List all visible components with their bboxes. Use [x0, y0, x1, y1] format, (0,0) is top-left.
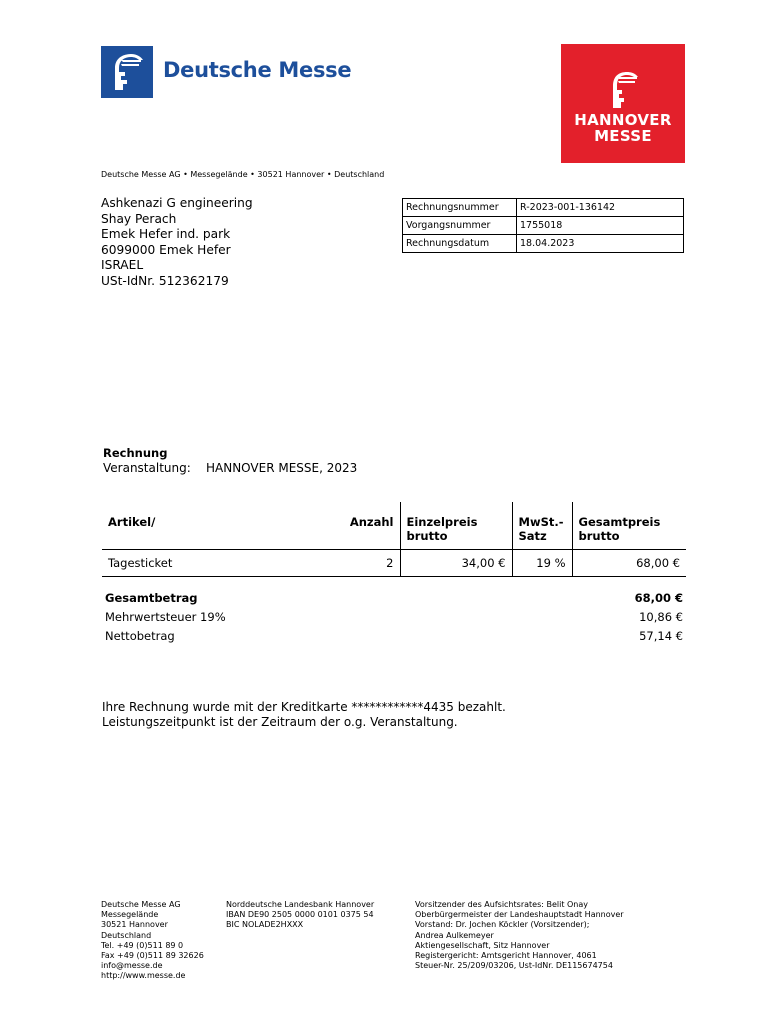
footer-line: Fax +49 (0)511 89 32626	[101, 951, 204, 961]
footer-line: Andrea Aulkemeyer	[415, 930, 494, 940]
header-unit-price: Einzelpreis brutto	[400, 502, 512, 550]
header-article: Artikel/	[108, 515, 156, 529]
payment-note-line1: Ihre Rechnung wurde mit der Kreditkarte ************4435 bezahlt.	[102, 700, 506, 714]
vat-total-label: Mehrwertsteuer 19%	[105, 609, 226, 624]
footer-line: Deutschland	[101, 930, 152, 940]
event-line	[103, 461, 357, 475]
footer-line: BIC NOLADE2HXXX	[226, 920, 304, 930]
footer-company-column	[101, 900, 204, 982]
gross-total-label: Gesamtbetrag	[105, 590, 198, 605]
invoice-title: Rechnung	[103, 446, 168, 460]
item-unit-price: 34,00 €	[400, 550, 512, 577]
vat-total-value: 10,86 €	[639, 609, 683, 624]
footer-line: Vorsitzender des Aufsichtsrates: Belit Onay	[415, 900, 589, 909]
recipient-street: Emek Hefer ind. park	[101, 227, 231, 242]
invoice-number-row	[403, 199, 684, 217]
footer-line: Norddeutsche Landesbank Hannover	[226, 900, 375, 909]
footer-website: http://www.messe.de	[101, 971, 186, 981]
table-header-row	[102, 502, 686, 550]
deutsche-messe-hermes-head-icon	[101, 46, 153, 98]
item-vat-rate: 19 %	[512, 550, 572, 577]
net-total-label: Nettobetrag	[105, 628, 175, 643]
process-number-row	[403, 217, 684, 235]
gross-total-value: 68,00 €	[634, 590, 683, 605]
recipient-vat-id: USt-IdNr. 512362179	[101, 273, 229, 288]
footer-email: info@messe.de	[101, 961, 163, 971]
footer-line: Tel. +49 (0)511 89 0	[101, 940, 184, 950]
payment-note	[102, 700, 506, 730]
footer-line: Steuer-Nr. 25/209/03206, Ust-IdNr. DE115674754	[415, 961, 613, 971]
event-value: HANNOVER MESSE, 2023	[206, 461, 358, 475]
footer-legal-column	[415, 900, 624, 971]
recipient-city: 6099000 Emek Hefer	[101, 242, 231, 257]
invoice-number-value: R-2023-001-136142	[517, 199, 684, 217]
hannover-messe-line2: MESSE	[594, 127, 652, 145]
item-article: Tagesticket	[102, 550, 341, 577]
header-total-price: Gesamtpreis brutto	[572, 502, 686, 550]
invoice-date-row	[403, 235, 684, 253]
hannover-messe-hermes-head-icon	[605, 68, 641, 108]
payment-note-line2: Leistungszeitpunkt ist der Zeitraum der o.g. Veranstaltung.	[102, 715, 458, 729]
deutsche-messe-logo	[101, 46, 352, 98]
hannover-messe-logo	[561, 44, 685, 163]
table-row	[102, 550, 686, 577]
recipient-country: ISRAEL	[101, 258, 144, 273]
sender-address-line: Deutsche Messe AG • Messegelände • 30521 Hannover • Deutschland	[101, 170, 385, 179]
item-quantity: 2	[341, 550, 400, 577]
hannover-messe-wordmark	[561, 112, 685, 144]
footer-line: 30521 Hannover	[101, 920, 168, 930]
invoice-info-table	[402, 198, 684, 253]
vat-total-row	[102, 607, 686, 626]
footer-line: IBAN DE90 2505 0000 0101 0375 54	[226, 910, 374, 920]
footer-bank-column	[226, 900, 374, 931]
header-quantity: Anzahl	[349, 515, 394, 529]
recipient-address	[101, 196, 253, 290]
process-number-value: 1755018	[517, 217, 684, 235]
footer-line: Deutsche Messe AG	[101, 900, 181, 909]
footer-line: Aktiengesellschaft, Sitz Hannover	[415, 940, 550, 950]
hannover-messe-line1: HANNOVER	[574, 111, 672, 129]
net-total-row	[102, 626, 686, 645]
line-items-table	[102, 502, 686, 645]
header-vat-rate: MwSt.- Satz	[512, 502, 572, 550]
gross-total-row	[102, 577, 686, 608]
invoice-date-value: 18.04.2023	[517, 235, 684, 253]
invoice-number-label: Rechnungsnummer	[403, 199, 517, 217]
footer-line: Oberbürgermeister der Landeshauptstadt Hannover	[415, 910, 624, 920]
process-number-label: Vorgangsnummer	[403, 217, 517, 235]
event-label: Veranstaltung:	[103, 461, 191, 475]
item-total-price: 68,00 €	[572, 550, 686, 577]
footer-line: Registergericht: Amtsgericht Hannover, 4061	[415, 951, 597, 961]
recipient-person: Shay Perach	[101, 211, 177, 226]
invoice-date-label: Rechnungsdatum	[403, 235, 517, 253]
deutsche-messe-wordmark: Deutsche Messe	[163, 58, 352, 82]
recipient-company: Ashkenazi G engineering	[101, 196, 253, 210]
footer-line: Vorstand: Dr. Jochen Köckler (Vorsitzender);	[415, 920, 590, 930]
footer-line: Messegelände	[101, 910, 159, 920]
net-total-value: 57,14 €	[639, 628, 683, 643]
